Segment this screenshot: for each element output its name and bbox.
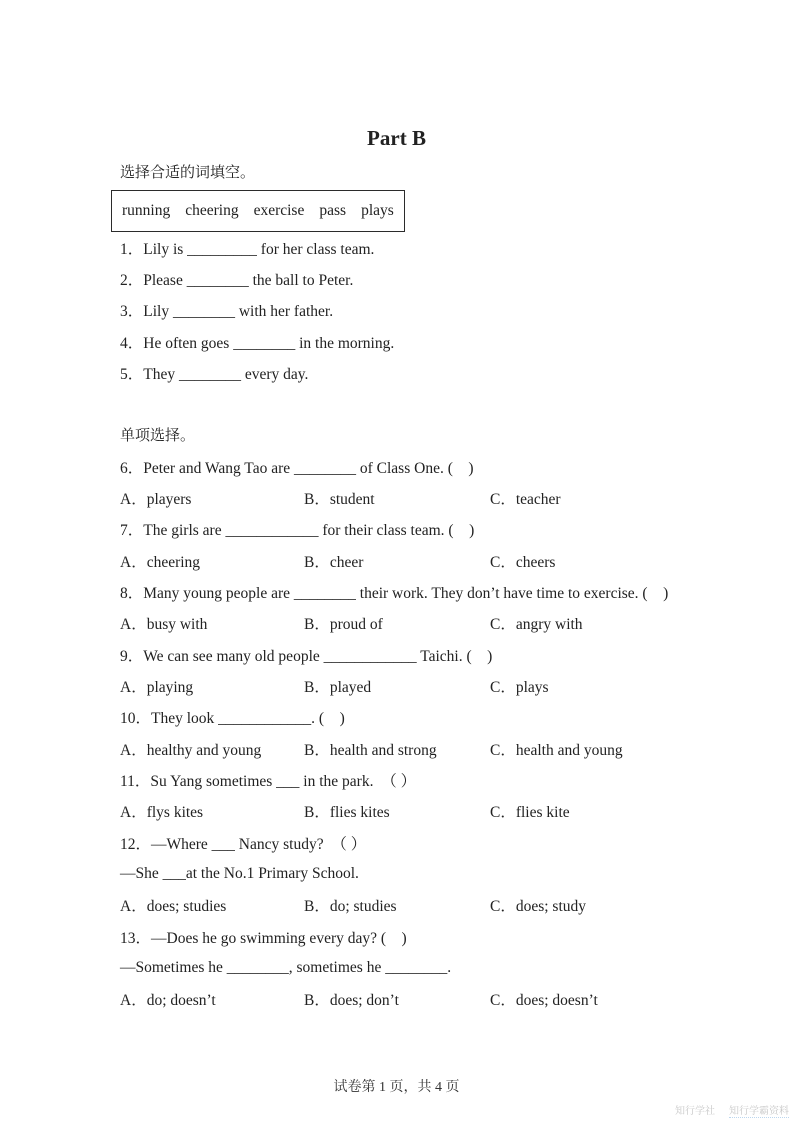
fillin-question	[120, 357, 793, 388]
page-footer: 试卷第 1 页，共 4 页	[333, 1080, 460, 1095]
mc-question-stem-row	[0, 921, 793, 952]
section1-instruction: 选择合适的词填空。	[120, 165, 256, 181]
mc-option: A．playing	[120, 678, 194, 696]
mc-option: C．does; doesn’t	[490, 992, 598, 1010]
mc-option: A．busy with	[120, 616, 208, 634]
mc-question-stem-row	[0, 514, 793, 545]
mc-option: B．cheer	[304, 553, 364, 571]
mc-option: A．healthy and young	[120, 741, 262, 759]
mc-option: C．cheers	[490, 553, 556, 571]
mc-options-row	[0, 796, 793, 827]
fillin-question-list	[120, 232, 793, 389]
word-bank-item: exercise	[253, 202, 305, 219]
page-title: Part B	[367, 126, 426, 150]
fillin-question	[120, 263, 793, 294]
mc-option: B．does; don’t	[304, 992, 399, 1010]
mc-option: B．proud of	[304, 616, 383, 634]
mc-options-row	[0, 890, 793, 921]
mc-question-stem: 11．Su Yang sometimes ___ in the park. （ ）	[120, 772, 417, 790]
mc-options-row	[0, 545, 793, 576]
mc-option: A．flys kites	[120, 804, 204, 822]
mc-question-stem: 13．—Does he go swimming every day? ( )	[120, 929, 407, 947]
mc-question-stem-row	[0, 702, 793, 733]
mc-option: C．health and young	[490, 741, 623, 759]
word-bank-item: cheering	[185, 202, 239, 219]
fillin-question-text: 3．Lily ________ with her father.	[120, 303, 334, 321]
mc-option: C．teacher	[490, 490, 561, 508]
mc-options-row	[0, 733, 793, 764]
mc-question-stem: 9．We can see many old people ____________ Taichi. ( )	[120, 647, 493, 665]
mc-question-stem-row	[0, 451, 793, 482]
fillin-question-text: 2．Please ________ the ball to Peter.	[120, 271, 354, 289]
fillin-question	[120, 232, 793, 263]
mc-question-stem: 6．Peter and Wang Tao are ________ of Class One. ( )	[120, 459, 474, 477]
word-bank-item: plays	[361, 202, 394, 219]
mc-option: A．do; doesn’t	[120, 992, 216, 1010]
mc-question-stem: 7．The girls are ____________ for their class team. ( )	[120, 522, 475, 540]
fillin-question	[120, 295, 793, 326]
mc-question-list	[0, 451, 793, 1015]
mc-option: B．health and strong	[304, 741, 437, 759]
mc-question-stem-row	[0, 858, 793, 889]
mc-option: C．flies kite	[490, 804, 570, 822]
mc-question-stem-row	[0, 576, 793, 607]
fillin-question-text: 4．He often goes ________ in the morning.	[120, 334, 395, 352]
mc-options-row	[0, 984, 793, 1015]
word-bank-item: running	[122, 202, 171, 219]
fillin-question-text: 1．Lily is _________ for her class team.	[120, 240, 375, 258]
mc-question-stem-row	[0, 764, 793, 795]
mc-option: C．does; study	[490, 898, 587, 916]
mc-option: B．student	[304, 490, 375, 508]
fillin-question	[120, 326, 793, 357]
mc-question-stem: —She ___at the No.1 Primary School.	[120, 864, 359, 882]
section2-instruction: 单项选择。	[120, 428, 196, 444]
mc-options-row	[0, 608, 793, 639]
mc-option: C．angry with	[490, 616, 583, 634]
mc-question-stem-row	[0, 827, 793, 858]
watermark	[675, 1102, 789, 1118]
word-bank	[111, 190, 405, 232]
mc-question-stem: 8．Many young people are ________ their work. They don’t have time to exercise. ( )	[120, 584, 669, 602]
mc-question-stem: 12．—Where ___ Nancy study? （ ）	[120, 835, 367, 853]
mc-question-stem-row	[0, 952, 793, 983]
mc-question-stem-row	[0, 639, 793, 670]
word-bank-item: pass	[319, 202, 347, 219]
fillin-question-text: 5．They ________ every day.	[120, 365, 309, 383]
mc-option: A．players	[120, 490, 192, 508]
mc-options-row	[0, 670, 793, 701]
mc-option: A．cheering	[120, 553, 201, 571]
mc-option: B．played	[304, 678, 372, 696]
mc-option: B．flies kites	[304, 804, 390, 822]
watermark-text-left: 知行学社	[675, 1106, 715, 1117]
mc-option: A．does; studies	[120, 898, 227, 916]
mc-question-stem: —Sometimes he ________, sometimes he ________.	[120, 958, 452, 976]
mc-option: B．do; studies	[304, 898, 397, 916]
watermark-text-right: 知行学霸资料	[729, 1102, 789, 1118]
mc-question-stem: 10．They look ____________. ( )	[120, 710, 345, 728]
mc-option: C．plays	[490, 678, 549, 696]
mc-options-row	[0, 482, 793, 513]
